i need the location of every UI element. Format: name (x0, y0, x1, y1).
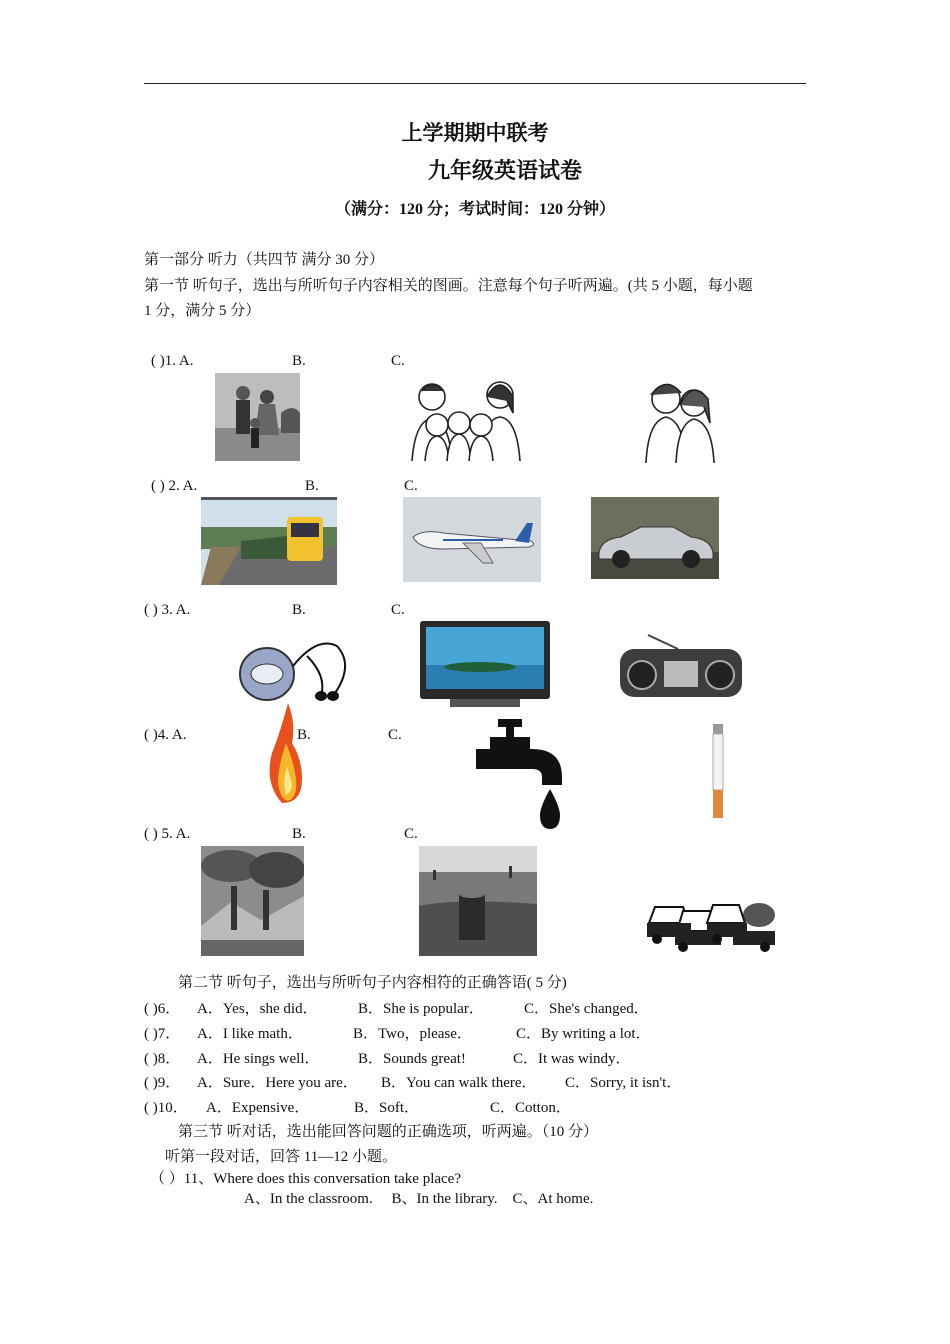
q4-number: ( )4. A. (144, 727, 187, 743)
exam-meta: （满分：120 分；考试时间：120 分钟） (334, 201, 615, 218)
section1-instruction: 第一节 听句子，选出与所听句子内容相关的图画。注意每个句子听两遍。(共 5 小题，每小题 (144, 278, 753, 294)
q10-option-b: B．Soft． (354, 1100, 420, 1116)
mp3-player-icon (237, 626, 357, 704)
cigarette-icon (710, 722, 726, 820)
train-icon (201, 497, 337, 585)
q10-number: ( )10． (144, 1100, 188, 1116)
q6-option-c: C．She's changed． (524, 1001, 649, 1017)
exam-subtitle: 九年级英语试卷 (427, 158, 582, 183)
q2-number: ( ) 2. A. (151, 478, 198, 494)
radio-icon (618, 633, 744, 699)
q8-option-b: B．Sounds great! (358, 1051, 466, 1067)
section2-heading: 第二节 听句子，选出与所听句子内容相符的正确答语( 5 分) (178, 975, 567, 991)
q4-option-c: C. (388, 727, 402, 743)
air-pollution-icon (201, 846, 304, 956)
tv-icon (420, 621, 550, 707)
q9-number: ( )9． (144, 1075, 181, 1091)
q7-option-b: B．Two，please． (353, 1026, 472, 1042)
q6-option-a: A．Yes，she did． (197, 1001, 318, 1017)
q3-number: ( ) 3. A. (144, 602, 191, 618)
q4-option-b: B. (297, 727, 311, 743)
q8-option-a: A．He sings well． (197, 1051, 320, 1067)
q5-option-c: C. (404, 826, 418, 842)
q11-options: A、In the classroom. B、In the library. C、At home. (244, 1191, 594, 1207)
q6-option-b: B．She is popular． (358, 1001, 484, 1017)
q1-option-b: B. (292, 353, 306, 369)
q1-number: ( )1. A. (151, 353, 194, 369)
deforestation-icon (419, 846, 537, 956)
q2-option-b: B. (305, 478, 319, 494)
q7-option-c: C．By writing a lot． (516, 1026, 651, 1042)
q10-option-c: C．Cotton． (490, 1100, 571, 1116)
tap-icon (476, 715, 564, 831)
header-rule (144, 83, 806, 84)
fire-icon (266, 703, 306, 809)
q1-option-c: C. (391, 353, 405, 369)
traffic-jam-icon (647, 893, 777, 953)
q6-number: ( )6． (144, 1001, 181, 1017)
section3-intro: 听第一段对话，回答 11—12 小题。 (165, 1149, 397, 1165)
q9-option-a: A．Sure．Here you are． (197, 1075, 358, 1091)
q9-option-b: B．You can walk there． (381, 1075, 537, 1091)
q5-option-b: B. (292, 826, 306, 842)
airplane-icon (403, 497, 541, 582)
q9-option-c: C．Sorry, it isn't． (565, 1075, 682, 1091)
q8-option-c: C．It was windy． (513, 1051, 631, 1067)
q5-number: ( ) 5. A. (144, 826, 191, 842)
family-walk-photo-icon (215, 373, 300, 461)
q11-question: （ ）11、Where does this conversation take place? (150, 1171, 462, 1187)
q2-option-c: C. (404, 478, 418, 494)
q7-option-a: A．I like math． (197, 1026, 303, 1042)
q8-number: ( )8． (144, 1051, 181, 1067)
car-icon (591, 497, 719, 579)
q7-number: ( )7． (144, 1026, 181, 1042)
section1-instruction-cont: 1 分，满分 5 分） (144, 303, 261, 319)
section3-heading: 第三节 听对话，选出能回答问题的正确选项，听两遍。（10 分） (178, 1124, 599, 1140)
q3-option-b: B. (292, 602, 306, 618)
q3-option-c: C. (391, 602, 405, 618)
family-group-icon (407, 373, 525, 461)
couple-icon (642, 373, 716, 463)
q10-option-a: A．Expensive． (206, 1100, 310, 1116)
exam-title: 上学期期中联考 (401, 121, 549, 145)
part1-heading: 第一部分 听力（共四节 满分 30 分） (144, 252, 385, 268)
